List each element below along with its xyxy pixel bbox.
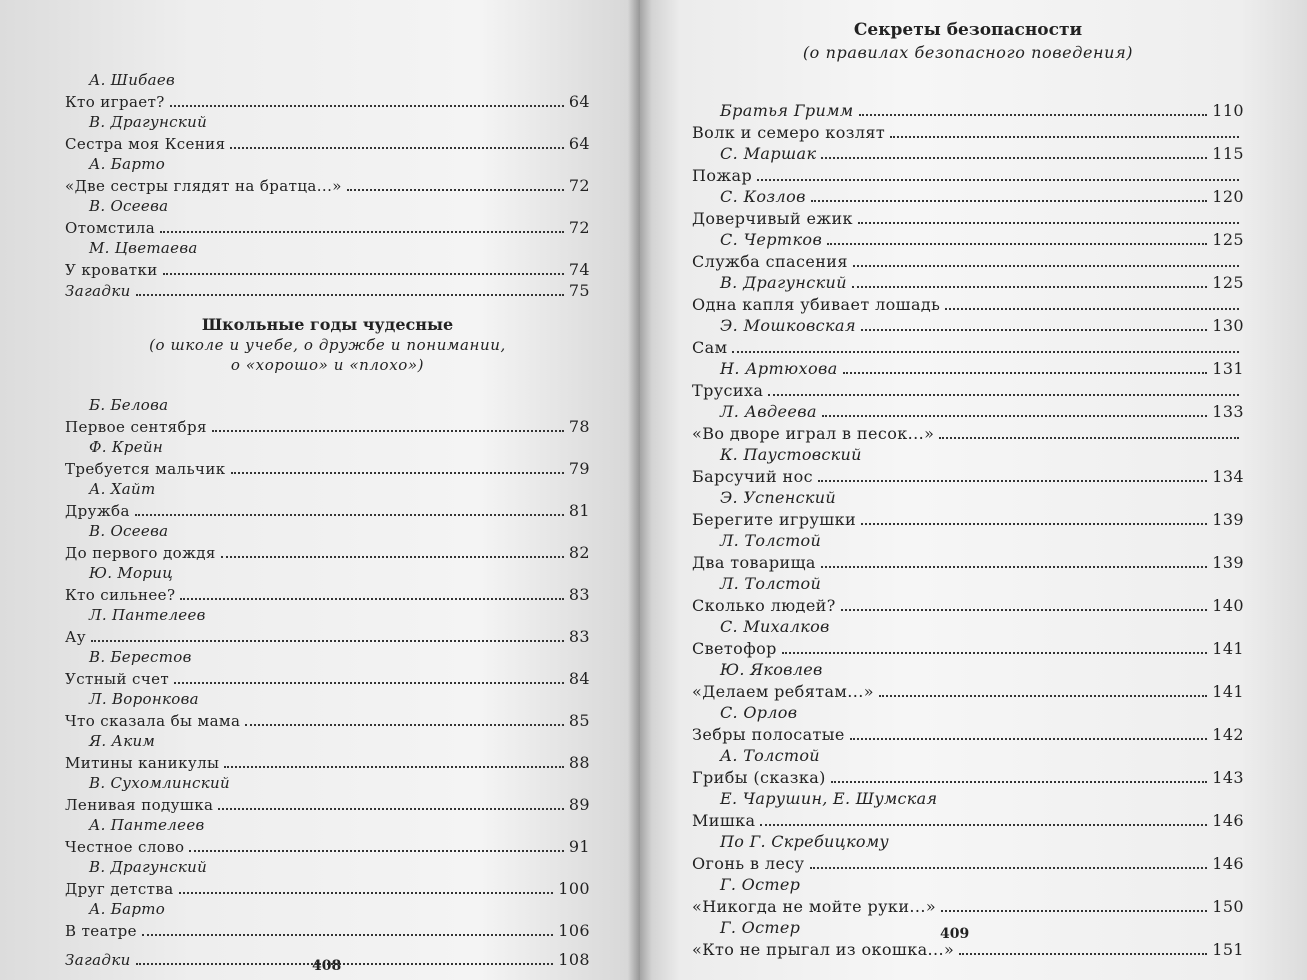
entry-page-number: 125 <box>1212 273 1244 292</box>
entry-title: «Две сестры глядят на братца...» <box>65 177 342 195</box>
entry-page-number: 110 <box>1212 101 1244 120</box>
dot-leader <box>218 808 563 810</box>
dot-leader <box>853 265 1239 267</box>
entry-page-number: 79 <box>568 459 590 478</box>
toc-entry <box>692 509 1244 531</box>
entry-page-number: 142 <box>1212 724 1244 744</box>
entry-author: С. Маршак <box>720 144 817 163</box>
toc-entry <box>65 259 590 280</box>
entry-title: Отомстила <box>65 219 156 237</box>
right-table-of-contents <box>692 100 1244 960</box>
dot-leader <box>822 415 1207 417</box>
entry-title: Требуется мальчик <box>65 460 226 478</box>
dot-leader <box>136 294 564 296</box>
entry-author: А. Шибаев <box>89 71 176 89</box>
entry-title: Устный счет <box>65 670 170 688</box>
entry-page-number: 91 <box>568 837 590 856</box>
dot-leader <box>890 136 1239 138</box>
entry-title: Два товарища <box>692 552 816 572</box>
entry-title: Светофор <box>692 638 777 658</box>
entry-author: А. Хайт <box>89 480 156 498</box>
entry-author: Л. Пантелеев <box>89 606 206 624</box>
dot-leader <box>170 105 564 107</box>
entry-title: Первое сентября <box>65 418 207 436</box>
section-subtitle-line-1: (о школе и учебе, о дружбе и понимании, <box>149 336 506 354</box>
toc-entry-riddles <box>65 280 590 301</box>
entry-title: Ленивая подушка <box>65 796 214 814</box>
section-heading-school <box>65 315 590 375</box>
page-number: 408 <box>312 958 342 974</box>
toc-author-row <box>692 229 1244 251</box>
entry-author: А. Барто <box>89 155 166 173</box>
toc-title-row <box>692 165 1244 187</box>
toc-title-row <box>692 380 1244 402</box>
entry-author: К. Паустовский <box>720 445 862 464</box>
entry-title: Огонь в лесу <box>692 853 805 873</box>
entry-author: В. Сухомлинский <box>89 774 230 792</box>
toc-title-row <box>692 208 1244 230</box>
entry-author: По Г. Скребицкому <box>720 832 890 851</box>
dot-leader <box>230 147 563 149</box>
section-subtitle-line-2: о «хорошо» и «плохо») <box>230 356 425 374</box>
toc-entry <box>65 878 590 899</box>
toc-entry <box>65 584 590 605</box>
toc-author-row <box>692 143 1244 165</box>
dot-leader <box>135 514 564 516</box>
dot-leader <box>245 724 563 726</box>
toc-entry <box>692 767 1244 789</box>
dot-leader <box>91 640 564 642</box>
dot-leader <box>221 556 564 558</box>
entry-title: Барсучий нос <box>692 466 813 486</box>
entry-author: М. Цветаева <box>89 239 198 257</box>
toc-entry <box>65 175 590 196</box>
toc-author-row <box>692 401 1244 423</box>
entry-page-number: 130 <box>1212 316 1244 335</box>
entry-page-number: 146 <box>1212 853 1244 873</box>
entry-author: С. Михалков <box>720 617 830 636</box>
entry-page-number: 150 <box>1212 896 1244 916</box>
toc-entry <box>692 638 1244 660</box>
dot-leader <box>174 682 564 684</box>
dot-leader <box>347 189 564 191</box>
toc-title-row <box>692 122 1244 144</box>
entry-page-number: 108 <box>558 950 590 969</box>
entry-author: В. Берестов <box>89 648 192 666</box>
dot-leader <box>861 523 1207 525</box>
entry-author: В. Драгунский <box>89 858 208 876</box>
dot-leader <box>782 652 1207 654</box>
entry-page-number: 82 <box>568 543 590 562</box>
entry-page-number: 88 <box>568 753 590 772</box>
right-page <box>640 0 1307 980</box>
dot-leader <box>841 609 1208 611</box>
dot-leader <box>224 766 563 768</box>
entry-author: В. Осеева <box>89 522 169 540</box>
entry-title: «Кто не прыгал из окошка...» <box>692 939 955 959</box>
dot-leader <box>732 351 1239 353</box>
toc-entry <box>65 752 590 773</box>
toc-entry <box>692 724 1244 746</box>
dot-leader <box>180 598 563 600</box>
toc-title-row <box>692 337 1244 359</box>
dot-leader <box>858 222 1239 224</box>
entry-author: А. Пантелеев <box>89 816 205 834</box>
toc-author-row <box>692 358 1244 380</box>
toc-entry <box>65 626 590 647</box>
section-subtitle: (о правилах безопасного поведения) <box>802 43 1134 62</box>
entry-page-number: 75 <box>568 281 590 300</box>
entry-title: Трусиха <box>692 380 764 400</box>
entry-page-number: 120 <box>1212 187 1244 206</box>
dot-leader <box>757 179 1239 181</box>
dot-leader <box>843 372 1208 374</box>
toc-author-row <box>692 186 1244 208</box>
toc-entry <box>65 416 590 437</box>
dot-leader <box>850 738 1207 740</box>
toc-entry <box>65 542 590 563</box>
dot-leader <box>941 910 1207 912</box>
entry-author: А. Толстой <box>720 746 820 765</box>
dot-leader <box>852 286 1207 288</box>
toc-title-row <box>692 423 1244 445</box>
entry-page-number: 151 <box>1212 939 1244 959</box>
toc-author-row <box>692 315 1244 337</box>
toc-title-row <box>692 294 1244 316</box>
toc-entry <box>692 552 1244 574</box>
toc-entry <box>692 896 1244 918</box>
entry-author: С. Козлов <box>720 187 806 206</box>
entry-page-number: 84 <box>568 669 590 688</box>
entry-title: Что сказала бы мама <box>65 712 241 730</box>
dot-leader <box>821 566 1207 568</box>
toc-entry <box>65 91 590 112</box>
entry-title: «Никогда не мойте руки...» <box>692 896 937 916</box>
section-title: Школьные годы чудесные <box>201 315 454 334</box>
dot-leader <box>136 963 554 965</box>
entry-page-number: 141 <box>1212 681 1244 701</box>
entry-page-number: 140 <box>1212 595 1244 615</box>
entry-title: Дружба <box>65 502 130 520</box>
toc-entry <box>65 668 590 689</box>
dot-leader <box>945 308 1239 310</box>
entry-title: До первого дождя <box>65 544 216 562</box>
entry-title: Митины каникулы <box>65 754 220 772</box>
entry-title: Мишка <box>692 810 756 830</box>
entry-author: Г. Остер <box>720 875 801 894</box>
entry-title: Одна капля убивает лошадь <box>692 294 941 314</box>
entry-author: Э. Успенский <box>720 488 836 507</box>
dot-leader <box>760 824 1207 826</box>
entry-title: Грибы (сказка) <box>692 767 826 787</box>
entry-page-number: 115 <box>1212 144 1244 163</box>
toc-entry <box>692 853 1244 875</box>
dot-leader <box>811 200 1207 202</box>
toc-entry <box>65 500 590 521</box>
entry-page-number: 134 <box>1212 466 1244 486</box>
dot-leader <box>818 480 1207 482</box>
entry-page-number: 72 <box>568 176 590 195</box>
entry-author: Г. Остер <box>720 918 801 937</box>
dot-leader <box>231 472 564 474</box>
dot-leader <box>163 273 564 275</box>
entry-author: Б. Белова <box>89 396 169 414</box>
entry-page-number: 133 <box>1212 402 1244 421</box>
dot-leader <box>768 394 1239 396</box>
entry-page-number: 125 <box>1212 230 1244 249</box>
entry-page-number: 83 <box>568 585 590 604</box>
entry-author: Л. Авдеева <box>720 402 817 421</box>
entry-author: В. Осеева <box>89 197 169 215</box>
entry-page-number: 131 <box>1212 359 1244 378</box>
entry-author: Л. Воронкова <box>89 690 199 708</box>
entry-group-school <box>65 395 590 941</box>
entry-page-number: 72 <box>568 218 590 237</box>
entry-page-number: 139 <box>1212 509 1244 529</box>
entry-author: С. Орлов <box>720 703 798 722</box>
section-heading-safety <box>692 18 1244 64</box>
dot-leader <box>827 243 1207 245</box>
entry-title: Ау <box>65 628 86 646</box>
entry-page-number: 83 <box>568 627 590 646</box>
dot-leader <box>939 437 1239 439</box>
dot-leader <box>859 114 1208 116</box>
dot-leader <box>160 231 564 233</box>
entry-author: Л. Толстой <box>720 574 822 593</box>
entry-title: У кроватки <box>65 261 158 279</box>
entry-page-number: 139 <box>1212 552 1244 572</box>
entry-page-number: 141 <box>1212 638 1244 658</box>
entry-page-number: 106 <box>558 921 590 940</box>
entry-title: Кто играет? <box>65 93 165 111</box>
entry-group-safety <box>692 143 1244 960</box>
entry-title: Загадки <box>65 282 131 300</box>
dot-leader <box>821 157 1207 159</box>
entry-author: С. Чертков <box>720 230 823 249</box>
page-number: 409 <box>940 926 970 942</box>
entry-title: Друг детства <box>65 880 174 898</box>
dot-leader <box>879 695 1207 697</box>
toc-author-row <box>692 100 1244 122</box>
entry-page-number: 81 <box>568 501 590 520</box>
dot-leader <box>861 329 1207 331</box>
entry-title: Волк и семеро козлят <box>692 122 886 142</box>
dot-leader <box>142 934 553 936</box>
toc-entry <box>65 458 590 479</box>
entry-title: Кто сильнее? <box>65 586 176 604</box>
entry-title: Пожар <box>692 165 753 185</box>
entry-title: В театре <box>65 922 137 940</box>
section-title: Секреты безопасности <box>853 20 1083 40</box>
toc-entry <box>65 920 590 941</box>
dot-leader <box>189 850 563 852</box>
entry-group-top <box>65 70 590 280</box>
toc-entry <box>65 794 590 815</box>
entry-author: Е. Чарушин, Е. Шумская <box>720 789 938 808</box>
dot-leader <box>179 892 554 894</box>
entry-author: Ф. Крейн <box>89 438 164 456</box>
entry-title: Сам <box>692 337 728 357</box>
entry-page-number: 64 <box>568 134 590 153</box>
entry-page-number: 74 <box>568 260 590 279</box>
entry-title: Доверчивый ежик <box>692 208 853 228</box>
entry-title: Сестра моя Ксения <box>65 135 226 153</box>
left-table-of-contents <box>65 70 590 970</box>
entry-page-number: 78 <box>568 417 590 436</box>
toc-entry <box>65 217 590 238</box>
entry-author: Л. Толстой <box>720 531 822 550</box>
toc-entry <box>65 836 590 857</box>
left-page <box>0 0 640 980</box>
entry-title: Служба спасения <box>692 251 848 271</box>
entry-author: В. Драгунский <box>89 113 208 131</box>
toc-entry <box>692 466 1244 488</box>
entry-page-number: 143 <box>1212 767 1244 787</box>
entry-page-number: 146 <box>1212 810 1244 830</box>
entry-title: Честное слово <box>65 838 185 856</box>
entry-author: В. Драгунский <box>720 273 847 292</box>
entry-title: «Во дворе играл в песок...» <box>692 423 935 443</box>
dot-leader <box>212 430 564 432</box>
entry-title: Загадки <box>65 951 131 969</box>
dot-leader <box>831 781 1207 783</box>
entry-page-number: 89 <box>568 795 590 814</box>
entry-page-number: 64 <box>568 92 590 111</box>
toc-title-row <box>692 251 1244 273</box>
dot-leader <box>959 953 1207 955</box>
entry-page-number: 100 <box>558 879 590 898</box>
entry-author: Братья Гримм <box>720 101 854 120</box>
entry-title: Берегите игрушки <box>692 509 857 529</box>
entry-title: «Делаем ребятам...» <box>692 681 874 701</box>
entry-author: Ю. Мориц <box>89 564 173 582</box>
entry-author: Ю. Яковлев <box>720 660 823 679</box>
toc-entry <box>692 810 1244 832</box>
entry-page-number: 85 <box>568 711 590 730</box>
toc-entry <box>692 595 1244 617</box>
entry-author: Я. Аким <box>89 732 156 750</box>
entry-title: Сколько людей? <box>692 595 836 615</box>
toc-entry <box>65 710 590 731</box>
dot-leader <box>810 867 1208 869</box>
entry-author: Э. Мошковская <box>720 316 856 335</box>
entry-author: А. Барто <box>89 900 166 918</box>
entry-title: Зебры полосатые <box>692 724 845 744</box>
toc-entry <box>692 681 1244 703</box>
entry-author: Н. Артюхова <box>720 359 838 378</box>
toc-entry <box>65 133 590 154</box>
toc-author-row <box>692 272 1244 294</box>
